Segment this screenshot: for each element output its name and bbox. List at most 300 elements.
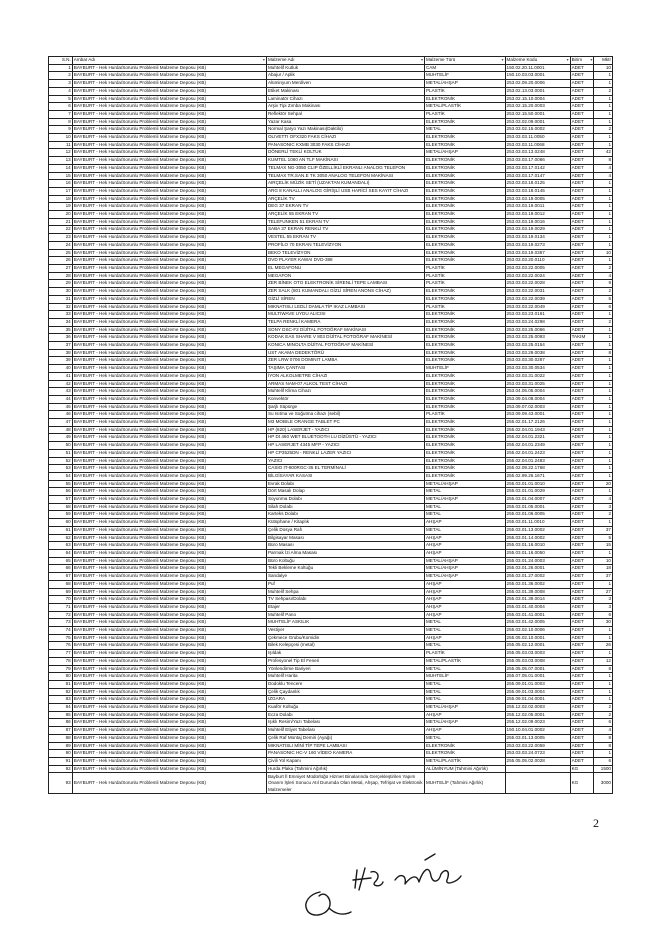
signature-2 xyxy=(353,868,383,890)
row-number: 48 xyxy=(49,426,73,434)
cell-miktar: 1 xyxy=(594,118,613,126)
cell-turu: MUHTELİF xyxy=(424,365,505,373)
cell-miktar: 1 xyxy=(594,388,613,396)
cell-malzeme: Çelik Raf Montaj Demiri (Ayağı) xyxy=(266,734,424,742)
table-row xyxy=(49,372,613,380)
cell-ambar: BAYBURT - Hek Hurda/Sorunlu Problemli Malzeme Deposu (KB) xyxy=(72,234,266,242)
cell-turu: ELEKTRONİK xyxy=(424,288,505,296)
cell-ambar: BAYBURT - Hek Hurda/Sorunlu Problemli Malzeme Deposu (KB) xyxy=(72,480,266,488)
row-number: 62 xyxy=(49,534,73,542)
table-row xyxy=(49,650,613,658)
cell-birim: ADET xyxy=(570,757,594,765)
cell-miktar: 10 xyxy=(594,557,613,565)
cell-ambar: BAYBURT - Hek Hurda/Sorunlu Problemli Malzeme Deposu (KB) xyxy=(72,195,266,203)
row-number: 71 xyxy=(49,603,73,611)
cell-turu: ELEKTRONİK xyxy=(424,203,505,211)
cell-birim: ADET xyxy=(570,657,594,665)
row-number: 32 xyxy=(49,303,73,311)
cell-birim: ADET xyxy=(570,365,594,373)
cell-birim: ADET xyxy=(570,95,594,103)
cell-miktar: 2 xyxy=(594,126,613,134)
cell-malzeme: SONY DSC-F2 DİJİTAL FOTOĞRAF MAKİNASI xyxy=(266,326,424,334)
cell-miktar: 1 xyxy=(594,419,613,427)
table-row xyxy=(49,719,613,727)
row-number: 28 xyxy=(49,272,73,280)
cell-birim: ADET xyxy=(570,272,594,280)
row-number: 29 xyxy=(49,280,73,288)
row-number: 39 xyxy=(49,357,73,365)
filter-icon[interactable]: ▾ xyxy=(262,57,265,62)
cell-miktar: 1 xyxy=(594,696,613,704)
cell-ambar: BAYBURT - Hek Hurda/Sorunlu Problemli Malzeme Deposu (KB) xyxy=(72,657,266,665)
cell-birim: ADET xyxy=(570,172,594,180)
cell-miktar: 3 xyxy=(594,596,613,604)
table-row xyxy=(49,757,613,765)
row-number: 13 xyxy=(49,157,73,165)
table-row xyxy=(49,380,613,388)
table-row xyxy=(49,426,613,434)
cell-turu: ELEKTRONİK xyxy=(424,95,505,103)
cell-miktar: 1 xyxy=(594,372,613,380)
col-header-birim[interactable] xyxy=(570,57,594,65)
cell-ambar: BAYBURT - Hek Hurda/Sorunlu Problemli Malzeme Deposu (KB) xyxy=(72,349,266,357)
cell-ambar: BAYBURT - Hek Hurda/Sorunlu Problemli Malzeme Deposu (KB) xyxy=(72,750,266,758)
cell-birim: ADET xyxy=(570,650,594,658)
cell-turu: PLASTİK xyxy=(424,303,505,311)
cell-turu: METAL xyxy=(424,503,505,511)
cell-birim: ADET xyxy=(570,580,594,588)
cell-malzeme: DVD PLAYER KAWAI DVD-388 xyxy=(266,257,424,265)
cell-malzeme: KODAK EAS SHARE V 803 DİJİTAL FOTOĞRAF MAKİNESİ xyxy=(266,334,424,342)
cell-malzeme: TELEFUNKEN 51 EKRAN TV xyxy=(266,218,424,226)
cell-ambar: BAYBURT - Hek Hurda/Sorunlu Problemli Malzeme Deposu (KB) xyxy=(72,727,266,735)
table-row xyxy=(49,234,613,242)
cell-miktar: 8 xyxy=(594,742,613,750)
table-row xyxy=(49,596,613,604)
table-row xyxy=(49,118,613,126)
table-row xyxy=(49,765,613,773)
row-number: 69 xyxy=(49,588,73,596)
table-row xyxy=(49,727,613,735)
cell-turu: PLASTİK xyxy=(424,264,505,272)
row-number: 19 xyxy=(49,203,73,211)
cell-malzeme: Dört Masalı Dolap xyxy=(266,488,424,496)
cell-malzeme: Şarjlı Süpürge xyxy=(266,403,424,411)
cell-kodu: 255.03.01.06.0005 xyxy=(505,511,570,519)
cell-birim: ADET xyxy=(570,126,594,134)
row-number: 73 xyxy=(49,619,73,627)
cell-ambar: BAYBURT - Hek Hurda/Sorunlu Problemli Malzeme Deposu (KB) xyxy=(72,295,266,303)
inventory-table xyxy=(48,56,613,794)
cell-malzeme: Çivili Yol Kapanı xyxy=(266,757,424,765)
cell-turu: ELEKTRONİK xyxy=(424,442,505,450)
cell-kodu: 255.05.05.07.0001 xyxy=(505,665,570,673)
row-number: 54 xyxy=(49,472,73,480)
table-row xyxy=(49,550,613,558)
cell-malzeme: Büro Masası xyxy=(266,542,424,550)
row-number: 7 xyxy=(49,110,73,118)
cell-turu: PLASTİK xyxy=(424,411,505,419)
row-number: 52 xyxy=(49,457,73,465)
cell-birim: ADET xyxy=(570,588,594,596)
cell-birim: ADET xyxy=(570,149,594,157)
row-number: 79 xyxy=(49,665,73,673)
cell-kodu: 255.09.01.03.0004 xyxy=(505,688,570,696)
cell-malzeme: Muhtelif Harita xyxy=(266,673,424,681)
row-number: 43 xyxy=(49,388,73,396)
cell-birim: ADET xyxy=(570,603,594,611)
cell-ambar: BAYBURT - Hek Hurda/Sorunlu Problemli Malzeme Deposu (KB) xyxy=(72,110,266,118)
cell-turu: METAL/AHŞAP xyxy=(424,704,505,712)
table-row xyxy=(49,326,613,334)
table-row xyxy=(49,603,613,611)
cell-kodu: 253.03.03.22.0039 xyxy=(505,295,570,303)
cell-ambar: BAYBURT - Hek Hurda/Sorunlu Problemli Malzeme Deposu (KB) xyxy=(72,442,266,450)
cell-turu: ELEKTRONİK xyxy=(424,357,505,365)
cell-miktar: 6 xyxy=(594,719,613,727)
cell-malzeme: Büro Koltuğu xyxy=(266,557,424,565)
cell-malzeme: TELMAX NG-3050 CLIP ÖZELLİKLİ EKRANLI ANALOG TELEFON xyxy=(266,164,424,172)
cell-miktar: 2 xyxy=(594,704,613,712)
cell-birim: ADET xyxy=(570,680,594,688)
row-number: 35 xyxy=(49,326,73,334)
cell-malzeme: Silah Dolabı xyxy=(266,503,424,511)
cell-miktar: 9 xyxy=(594,280,613,288)
row-number: 72 xyxy=(49,611,73,619)
cell-ambar: BAYBURT - Hek Hurda/Sorunlu Problemli Malzeme Deposu (KB) xyxy=(72,534,266,542)
cell-birim: ADET xyxy=(570,426,594,434)
cell-miktar: 2 xyxy=(594,318,613,326)
cell-ambar: BAYBURT - Hek Hurda/Sorunlu Problemli Malzeme Deposu (KB) xyxy=(72,72,266,80)
cell-miktar: 8 xyxy=(594,349,613,357)
cell-kodu: 253.03.03.24.0298 xyxy=(505,318,570,326)
cell-malzeme: Işıklı Resim/Yazı Tabelası xyxy=(266,719,424,727)
table-row xyxy=(49,742,613,750)
cell-ambar: BAYBURT - Hek Hurda/Sorunlu Problemli Malzeme Deposu (KB) xyxy=(72,103,266,111)
table-row xyxy=(49,734,613,742)
cell-birim: TAKIM xyxy=(570,334,594,342)
filter-icon[interactable]: ▾ xyxy=(420,57,423,62)
cell-ambar: BAYBURT - Hek Hurda/Sorunlu Problemli Malzeme Deposu (KB) xyxy=(72,588,266,596)
row-number: 63 xyxy=(49,542,73,550)
table-row xyxy=(49,64,613,72)
row-number: 55 xyxy=(49,480,73,488)
cell-turu: CAM xyxy=(424,64,505,72)
cell-birim: ADET xyxy=(570,480,594,488)
cell-kodu: 253.03.03.24.0723 xyxy=(505,750,570,758)
cell-birim: ADET xyxy=(570,257,594,265)
table-row xyxy=(49,773,613,794)
cell-ambar: BAYBURT - Hek Hurda/Sorunlu Problemli Malzeme Deposu (KB) xyxy=(72,619,266,627)
cell-miktar: 1 xyxy=(594,334,613,342)
row-number: 84 xyxy=(49,704,73,712)
cell-kodu: 255.03.01.40.0004 xyxy=(505,603,570,611)
row-number: 33 xyxy=(49,311,73,319)
cell-birim: ADET xyxy=(570,87,594,95)
cell-kodu: 253.03.03.30.0287 xyxy=(505,357,570,365)
cell-ambar: BAYBURT - Hek Hurda/Sorunlu Problemli Malzeme Deposu (KB) xyxy=(72,627,266,635)
cell-malzeme: Alüminyum Merdiven xyxy=(266,80,424,88)
cell-kodu: 255.12.02.09.0023 xyxy=(505,719,570,727)
cell-malzeme: Vestiyer xyxy=(266,627,424,635)
row-number: 42 xyxy=(49,380,73,388)
row-number: 17 xyxy=(49,187,73,195)
col-header-birim-label: Birim xyxy=(571,57,583,62)
cell-miktar: 15 xyxy=(594,542,613,550)
table-header-row xyxy=(49,57,613,65)
cell-malzeme: Muhtelif Sehpa xyxy=(266,588,424,596)
table-row xyxy=(49,580,613,588)
table-row xyxy=(49,665,613,673)
cell-turu: AHŞAP xyxy=(424,519,505,527)
table-row xyxy=(49,611,613,619)
cell-turu: METAL/AHŞAP xyxy=(424,80,505,88)
table-row xyxy=(49,457,613,465)
col-header-malzeme[interactable] xyxy=(266,57,424,65)
cell-turu: METAL/AHŞAP xyxy=(424,557,505,565)
col-header-miktar[interactable] xyxy=(594,57,613,65)
cell-malzeme: Muhtelif Pano xyxy=(266,611,424,619)
row-number: 1 xyxy=(49,64,73,72)
cell-birim: ADET xyxy=(570,634,594,642)
cell-birim: ADET xyxy=(570,288,594,296)
row-number: 60 xyxy=(49,519,73,527)
cell-malzeme: PROFİLO 70 EKRAN TELEVİZYON xyxy=(266,241,424,249)
cell-turu: METAL/AHŞAP xyxy=(424,573,505,581)
cell-malzeme: Kütüphane / Kitaplık xyxy=(266,519,424,527)
cell-turu: METAL/PLASTİK xyxy=(424,757,505,765)
table-row xyxy=(49,680,613,688)
cell-turu: AHŞAP xyxy=(424,603,505,611)
cell-kodu: 253.03.03.22.0005 xyxy=(505,264,570,272)
cell-malzeme: OLIVETTI OFX320 FAKS CİHAZI xyxy=(266,134,424,142)
cell-kodu: 253.03.03.29.0038 xyxy=(505,349,570,357)
cell-miktar: 6 xyxy=(594,611,613,619)
cell-miktar: 1 xyxy=(594,365,613,373)
cell-ambar: BAYBURT - Hek Hurda/Sorunlu Problemli Malzeme Deposu (KB) xyxy=(72,264,266,272)
cell-malzeme: Tekli Bekleme Koltuğu xyxy=(266,565,424,573)
cell-ambar: BAYBURT - Hek Hurda/Sorunlu Problemli Malzeme Deposu (KB) xyxy=(72,95,266,103)
cell-ambar: BAYBURT - Hek Hurda/Sorunlu Problemli Malzeme Deposu (KB) xyxy=(72,288,266,296)
row-number: 23 xyxy=(49,234,73,242)
cell-birim: ADET xyxy=(570,496,594,504)
cell-ambar: BAYBURT - Hek Hurda/Sorunlu Problemli Malzeme Deposu (KB) xyxy=(72,696,266,704)
page-number: 2 xyxy=(593,816,599,830)
cell-miktar: 4 xyxy=(594,496,613,504)
cell-miktar: 1 xyxy=(594,472,613,480)
cell-turu: METAL xyxy=(424,126,505,134)
cell-turu: ELEKTRONİK xyxy=(424,742,505,750)
cell-ambar: BAYBURT - Hek Hurda/Sorunlu Problemli Malzeme Deposu (KB) xyxy=(72,757,266,765)
cell-birim: ADET xyxy=(570,465,594,473)
cell-malzeme: Laminatör Cihazı xyxy=(266,95,424,103)
cell-ambar: BAYBURT - Hek Hurda/Sorunlu Problemli Malzeme Deposu (KB) xyxy=(72,318,266,326)
cell-miktar: 1 xyxy=(594,688,613,696)
table-row xyxy=(49,272,613,280)
cell-ambar: BAYBURT - Hek Hurda/Sorunlu Problemli Malzeme Deposu (KB) xyxy=(72,334,266,342)
cell-miktar: 1 xyxy=(594,180,613,188)
table-row xyxy=(49,149,613,157)
cell-birim: ADET xyxy=(570,511,594,519)
cell-ambar: BAYBURT - Hek Hurda/Sorunlu Problemli Malzeme Deposu (KB) xyxy=(72,211,266,219)
cell-miktar: 27 xyxy=(594,588,613,596)
col-header-miktar-label: Mktr xyxy=(602,57,611,62)
cell-birim: ADET xyxy=(570,318,594,326)
cell-ambar: BAYBURT - Hek Hurda/Sorunlu Problemli Malzeme Deposu (KB) xyxy=(72,419,266,427)
cell-kodu: 255.12.02.02.0003 xyxy=(505,704,570,712)
cell-malzeme: Bilgisayar Masası xyxy=(266,534,424,542)
cell-kodu: 253.03.03.17.0066 xyxy=(505,157,570,165)
filter-icon[interactable]: ▾ xyxy=(590,57,593,62)
filter-icon[interactable]: ▾ xyxy=(566,57,569,62)
cell-malzeme: Normal Şaryo Yazı Makinası(Daktilo) xyxy=(266,126,424,134)
cell-turu: AHŞAP xyxy=(424,711,505,719)
cell-kodu: 255.05.03.03.0008 xyxy=(505,657,570,665)
cell-ambar: BAYBURT - Hek Hurda/Sorunlu Problemli Malzeme Deposu (KB) xyxy=(72,457,266,465)
cell-ambar: BAYBURT - Hek Hurda/Sorunlu Problemli Malzeme Deposu (KB) xyxy=(72,688,266,696)
row-number: 8 xyxy=(49,118,73,126)
cell-kodu: 255.03.01.13.0002 xyxy=(505,526,570,534)
cell-miktar: 1 xyxy=(594,342,613,350)
cell-birim: ADET xyxy=(570,696,594,704)
cell-kodu: 253.03.03.22.0059 xyxy=(505,742,570,750)
cell-turu: METAL xyxy=(424,511,505,519)
table-row xyxy=(49,395,613,403)
cell-kodu: 253.03.03.11.0068 xyxy=(505,141,570,149)
table-row xyxy=(49,696,613,704)
cell-birim: ADET xyxy=(570,742,594,750)
cell-malzeme: MUHTELİF ASKILIK xyxy=(266,619,424,627)
cell-birim: ADET xyxy=(570,442,594,450)
row-number: 45 xyxy=(49,403,73,411)
row-number: 41 xyxy=(49,372,73,380)
cell-miktar: 1 xyxy=(594,627,613,635)
row-number: 3 xyxy=(49,80,73,88)
cell-kodu: 255.03.01.14.0002 xyxy=(505,534,570,542)
cell-birim: ADET xyxy=(570,704,594,712)
cell-kodu: 255.02.04.01.2321 xyxy=(505,434,570,442)
cell-ambar: BAYBURT - Hek Hurda/Sorunlu Problemli Malzeme Deposu (KB) xyxy=(72,765,266,773)
cell-ambar: BAYBURT - Hek Hurda/Sorunlu Problemli Malzeme Deposu (KB) xyxy=(72,472,266,480)
cell-miktar: 1 xyxy=(594,326,613,334)
cell-ambar: BAYBURT - Hek Hurda/Sorunlu Problemli Malzeme Deposu (KB) xyxy=(72,241,266,249)
cell-ambar: BAYBURT - Hek Hurda/Sorunlu Problemli Malzeme Deposu (KB) xyxy=(72,634,266,642)
cell-miktar: 10 xyxy=(594,249,613,257)
cell-birim: KG xyxy=(570,773,594,794)
cell-miktar: 1500 xyxy=(594,765,613,773)
cell-malzeme: Çekmece Grubu/Komidin xyxy=(266,634,424,642)
cell-ambar: BAYBURT - Hek Hurda/Sorunlu Problemli Malzeme Deposu (KB) xyxy=(72,650,266,658)
table-row xyxy=(49,87,613,95)
table-row xyxy=(49,573,613,581)
cell-ambar: BAYBURT - Hek Hurda/Sorunlu Problemli Malzeme Deposu (KB) xyxy=(72,226,266,234)
cell-ambar: BAYBURT - Hek Hurda/Sorunlu Problemli Malzeme Deposu (KB) xyxy=(72,734,266,742)
cell-ambar: BAYBURT - Hek Hurda/Sorunlu Problemli Malzeme Deposu (KB) xyxy=(72,218,266,226)
cell-ambar: BAYBURT - Hek Hurda/Sorunlu Problemli Malzeme Deposu (KB) xyxy=(72,411,266,419)
cell-turu: AHŞAP xyxy=(424,534,505,542)
col-header-kodu-label: Malzeme Kodu xyxy=(506,57,538,62)
cell-malzeme: Ecza Dolabı xyxy=(266,711,424,719)
cell-ambar: BAYBURT - Hek Hurda/Sorunlu Problemli Malzeme Deposu (KB) xyxy=(72,87,266,95)
cell-birim: ADET xyxy=(570,449,594,457)
cell-turu: ELEKTRONİK xyxy=(424,465,505,473)
col-header-ambar[interactable] xyxy=(72,57,266,65)
cell-kodu: 255.02.04.01.1943 xyxy=(505,426,570,434)
cell-kodu: 253.03.03.19.0029 xyxy=(505,226,570,234)
row-number: 14 xyxy=(49,164,73,172)
cell-kodu: 255.03.01.39.0008 xyxy=(505,588,570,596)
cell-miktar: 4 xyxy=(594,272,613,280)
row-number: 65 xyxy=(49,557,73,565)
cell-kodu: 150.10.04.01.0002 xyxy=(505,727,570,735)
col-header-turu[interactable] xyxy=(424,57,505,65)
cell-miktar: 1 xyxy=(594,203,613,211)
table-row xyxy=(49,526,613,534)
cell-malzeme: MULTIWAVE UYDU ALICISI xyxy=(266,311,424,319)
cell-kodu: 253.09.04.08.0004 xyxy=(505,395,570,403)
cell-birim: ADET xyxy=(570,434,594,442)
cell-miktar: 10 xyxy=(594,64,613,72)
cell-birim: ADET xyxy=(570,380,594,388)
cell-malzeme: IZGARA xyxy=(266,696,424,704)
cell-kodu: 253.03.03.17.0147 xyxy=(505,172,570,180)
cell-miktar: 5 xyxy=(594,534,613,542)
cell-birim: ADET xyxy=(570,64,594,72)
cell-kodu: 255.03.01.01.0029 xyxy=(505,488,570,496)
cell-ambar: BAYBURT - Hek Hurda/Sorunlu Problemli Malzeme Deposu (KB) xyxy=(72,426,266,434)
cell-kodu: 253.03.03.19.0011 xyxy=(505,203,570,211)
table-row xyxy=(49,203,613,211)
cell-kodu: 255.02.04.01.2483 xyxy=(505,457,570,465)
cell-birim: ADET xyxy=(570,550,594,558)
row-number: 74 xyxy=(49,627,73,635)
cell-ambar: BAYBURT - Hek Hurda/Sorunlu Problemli Malzeme Deposu (KB) xyxy=(72,773,266,794)
cell-birim: ADET xyxy=(570,303,594,311)
cell-turu: ELEKTRONİK xyxy=(424,342,505,350)
cell-turu: AHŞAP xyxy=(424,611,505,619)
cell-birim: ADET xyxy=(570,110,594,118)
row-number: 27 xyxy=(49,264,73,272)
cell-miktar: 1 xyxy=(594,241,613,249)
table-row xyxy=(49,218,613,226)
row-number: 83 xyxy=(49,696,73,704)
cell-ambar: BAYBURT - Hek Hurda/Sorunlu Problemli Malzeme Deposu (KB) xyxy=(72,149,266,157)
table-row xyxy=(49,342,613,350)
cell-miktar: 1 xyxy=(594,226,613,234)
row-number: 24 xyxy=(49,241,73,249)
cell-kodu: 253.04.05.05.0004 xyxy=(505,388,570,396)
cell-kodu: 255.03.01.13.0005 xyxy=(505,734,570,742)
cell-birim: ADET xyxy=(570,141,594,149)
cell-ambar: BAYBURT - Hek Hurda/Sorunlu Problemli Malzeme Deposu (KB) xyxy=(72,503,266,511)
cell-turu: AHŞAP xyxy=(424,596,505,604)
row-number: 10 xyxy=(49,134,73,142)
signature-3 xyxy=(395,854,461,884)
cell-ambar: BAYBURT - Hek Hurda/Sorunlu Problemli Malzeme Deposu (KB) xyxy=(72,603,266,611)
cell-kodu: 255.03.01.41.0001 xyxy=(505,611,570,619)
cell-kodu: 255.05.02.10.0001 xyxy=(505,634,570,642)
cell-miktar: 1 xyxy=(594,519,613,527)
cell-birim: ADET xyxy=(570,195,594,203)
cell-miktar: 1 xyxy=(594,103,613,111)
filter-icon[interactable]: ▾ xyxy=(501,57,504,62)
row-number: 9 xyxy=(49,126,73,134)
row-number: 85 xyxy=(49,711,73,719)
col-header-kodu[interactable] xyxy=(505,57,570,65)
cell-miktar: 1 xyxy=(594,750,613,758)
cell-ambar: BAYBURT - Hek Hurda/Sorunlu Problemli Malzeme Deposu (KB) xyxy=(72,118,266,126)
cell-birim: ADET xyxy=(570,72,594,80)
